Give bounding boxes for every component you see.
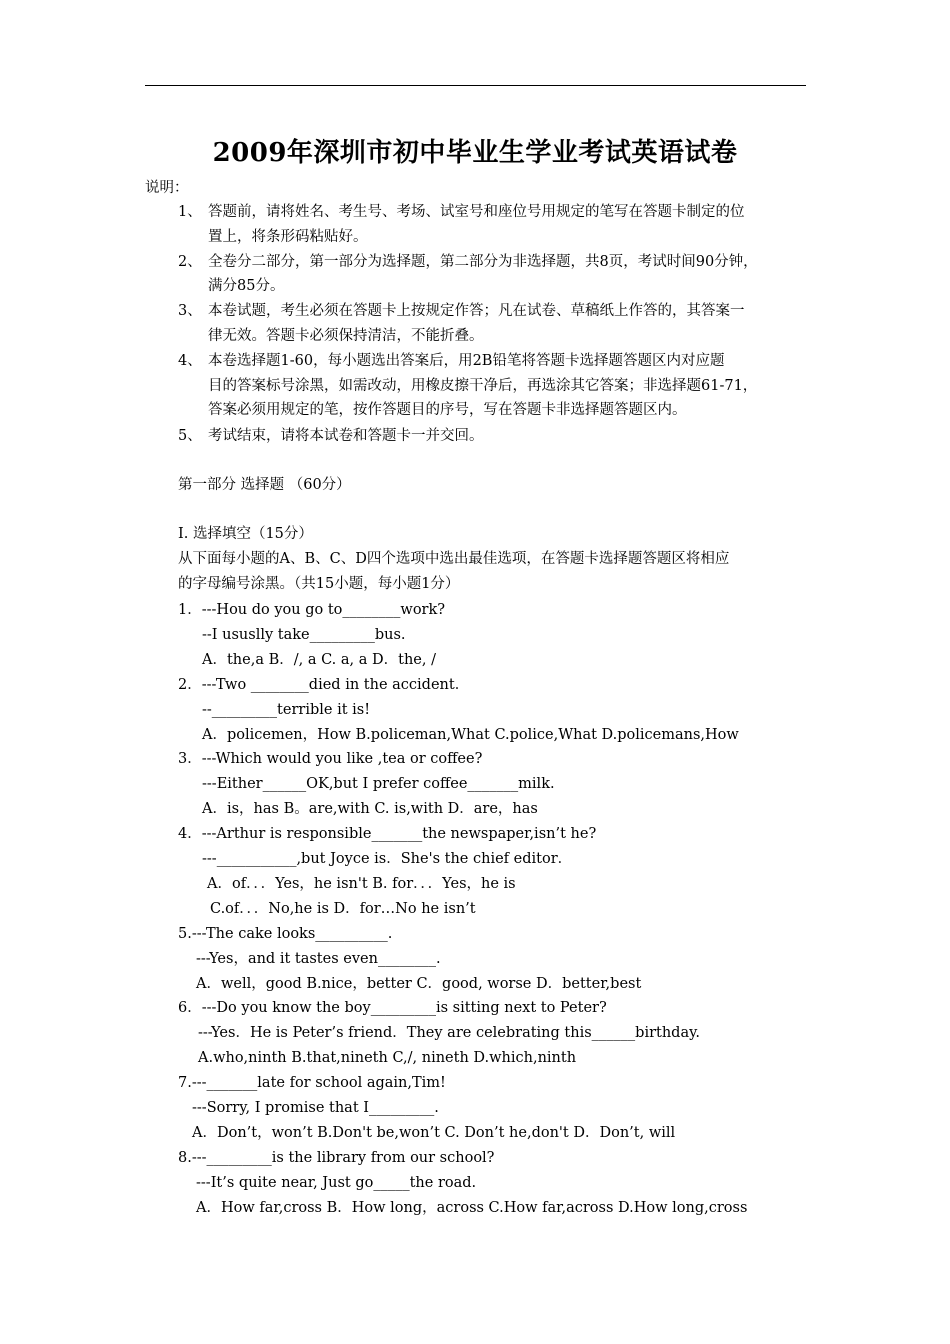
question-options: A．How far,cross B．How long，across C.How far,across D.How long,cross — [196, 1200, 748, 1216]
instruction-number: 4、 — [178, 353, 202, 369]
question-stem: 1．---Hou do you go to________work? — [178, 602, 446, 618]
question-reply: ---It’s quite near, Just go_____the road. — [196, 1175, 477, 1191]
instruction-number: 3、 — [178, 303, 202, 319]
instruction-line: 律无效。答题卡必须保持清洁，不能折叠。 — [208, 328, 484, 344]
question-options: A．Don’t，won’t B.Don't be,won’t C. Don’t he,don't D．Don’t, will — [192, 1125, 676, 1141]
instruction-line: 本卷试题，考生必须在答题卡上按规定作答；凡在试卷、草稿纸上作答的，其答案一 — [208, 303, 745, 319]
question-reply: ---Either______OK,but I prefer coffee_______milk. — [202, 776, 555, 792]
question-options: C.of．．．No,he is D．for…No he isn’t — [210, 901, 476, 917]
question-reply: ---Sorry, I promise that I_________. — [192, 1100, 439, 1116]
instruction-line: 答题前，请将姓名、考生号、考场、试室号和座位号用规定的笔写在答题卡制定的位 — [208, 204, 745, 220]
question-reply: --_________terrible it is! — [202, 702, 371, 718]
section-desc: 的字母编号涂黑。（共15小题，每小题1分） — [178, 576, 460, 592]
instruction-number: 2、 — [178, 254, 202, 270]
instruction-number: 1、 — [178, 204, 202, 220]
question-options: A．the,a B．/, a C. a, a D．the, / — [202, 652, 436, 668]
question-reply: --I ususlly take_________bus. — [202, 627, 406, 643]
question-reply: ---Yes．He is Peter’s friend．They are celebrating this______birthday. — [198, 1025, 700, 1041]
instruction-number: 5、 — [178, 428, 202, 444]
question-stem: 5.---The cake looks__________. — [178, 926, 393, 942]
question-options: A．is，has B。are,with C. is,with D．are，has — [202, 801, 538, 817]
instructions-label: 说明： — [145, 180, 189, 196]
part-heading: 第一部分 选择题 （60分） — [178, 477, 351, 493]
question-stem: 3．---Which would you like ,tea or coffee? — [178, 751, 483, 767]
question-stem: 4．---Arthur is responsible_______the newspaper,isn’t he? — [178, 826, 597, 842]
instruction-line: 本卷选择题1-60，每小题选出答案后，用2B铅笔将答题卡选择题答题区内对应题 — [208, 353, 725, 369]
question-stem: 6．---Do you know the boy_________is sitting next to Peter? — [178, 1000, 607, 1016]
question-stem: 2．---Two ________died in the accident． — [178, 677, 470, 693]
page-title: 2009年深圳市初中毕业生学业考试英语试卷 — [212, 138, 738, 168]
instruction-line: 考试结束，请将本试卷和答题卡一并交回。 — [208, 428, 484, 444]
instruction-line: 置上，将条形码粘贴好。 — [208, 229, 368, 245]
instruction-line: 目的答案标号涂黑，如需改动，用橡皮擦干净后，再选涂其它答案；非选择题61-71， — [208, 378, 758, 394]
question-reply: ---___________,but Joyce is．She's the chief editor． — [202, 851, 573, 867]
instruction-line: 答案必须用规定的笔，按作答题目的序号，写在答题卡非选择题答题区内。 — [208, 402, 687, 418]
question-options: A.who,ninth B.that,nineth C,/, nineth D.which,ninth — [198, 1050, 577, 1066]
question-stem: 8.---_________is the library from our school? — [178, 1150, 495, 1166]
top-rule — [145, 85, 806, 86]
question-reply: ---Yes，and it tastes even________. — [196, 951, 441, 967]
question-options: A．of．．．Yes，he isn't B. for．．．Yes，he is — [207, 876, 516, 892]
question-options: A．well，good B.nice，better C．good, worse D．better,best — [196, 976, 642, 992]
section-title: I. 选择填空（15分） — [178, 526, 313, 542]
question-stem: 7.---_______late for school again,Tim! — [178, 1075, 446, 1091]
question-options: A．policemen，How B.policeman,What C.police,What D.policemans,How — [202, 727, 739, 743]
instruction-line: 满分85分。 — [208, 278, 285, 294]
section-desc: 从下面每小题的A、B、C、D四个选项中选出最佳选项，在答题卡选择题答题区将相应 — [178, 551, 730, 567]
instruction-line: 全卷分二部分，第一部分为选择题，第二部分为非选择题，共8页，考试时间90分钟， — [208, 254, 758, 270]
